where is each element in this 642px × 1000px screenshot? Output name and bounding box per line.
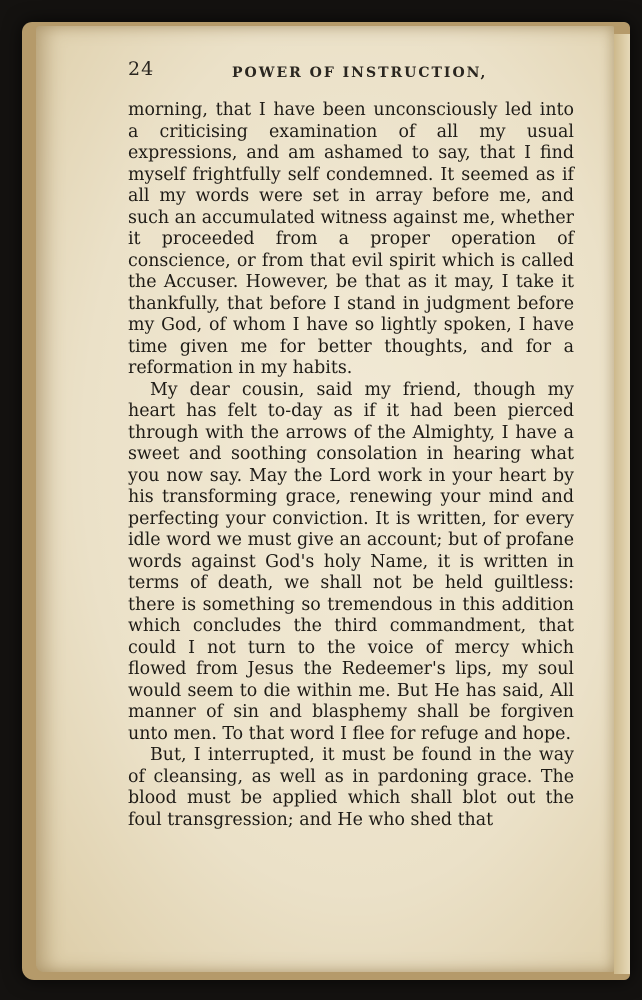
- paragraph-2: My dear cousin, said my friend, though my heart has felt to-day as if it had been pierced through with the arrows of the Almighty, I have a sweet and soothing consolation in hearing what you now say. May the Lord work in your heart by his transforming grace, renewing your mind and perfecting your conviction. It is written, for every idle word we must give an account; but of profane words against God's holy Name, it is written in terms of death, we shall not be held guiltless: there is something so tremendous in this addition which concludes the third commandment, that could I not turn to the voice of mercy which flowed from Jesus the Redeemer's lips, my soul would seem to die within me. But He has said, All manner of sin and blasphemy shall be forgiven unto men. To that word I flee for refuge and hope.: [128, 379, 574, 744]
- running-head: POWER OF INSTRUCTION,: [232, 65, 488, 81]
- body-text: [128, 100, 574, 831]
- paragraph-3: But, I interrupted, it must be found in the way of cleansing, as well as in pardoning grace. The blood must be applied which shall blot out the foul transgression; and He who shed that: [128, 745, 574, 830]
- page-number: 24: [128, 58, 155, 80]
- page-header: [128, 58, 580, 92]
- paragraph-1: morning, that I have been unconsciously led into a criticising examination of all my usual expressions, and am ashamed to say, that I find myself frightfully self condemned. It seemed as if all my words were set in array before me, and such an accumulated witness against me, whether it proceeded from a proper operation of conscience, or from that evil spirit which is called the Accuser. However, be that as it may, I take it thankfully, that before I stand in judgment before my God, of whom I have so lightly spoken, I have time given me for better thoughts, and for a reformation in my habits.: [128, 100, 574, 378]
- page-edge-stack: [614, 34, 630, 974]
